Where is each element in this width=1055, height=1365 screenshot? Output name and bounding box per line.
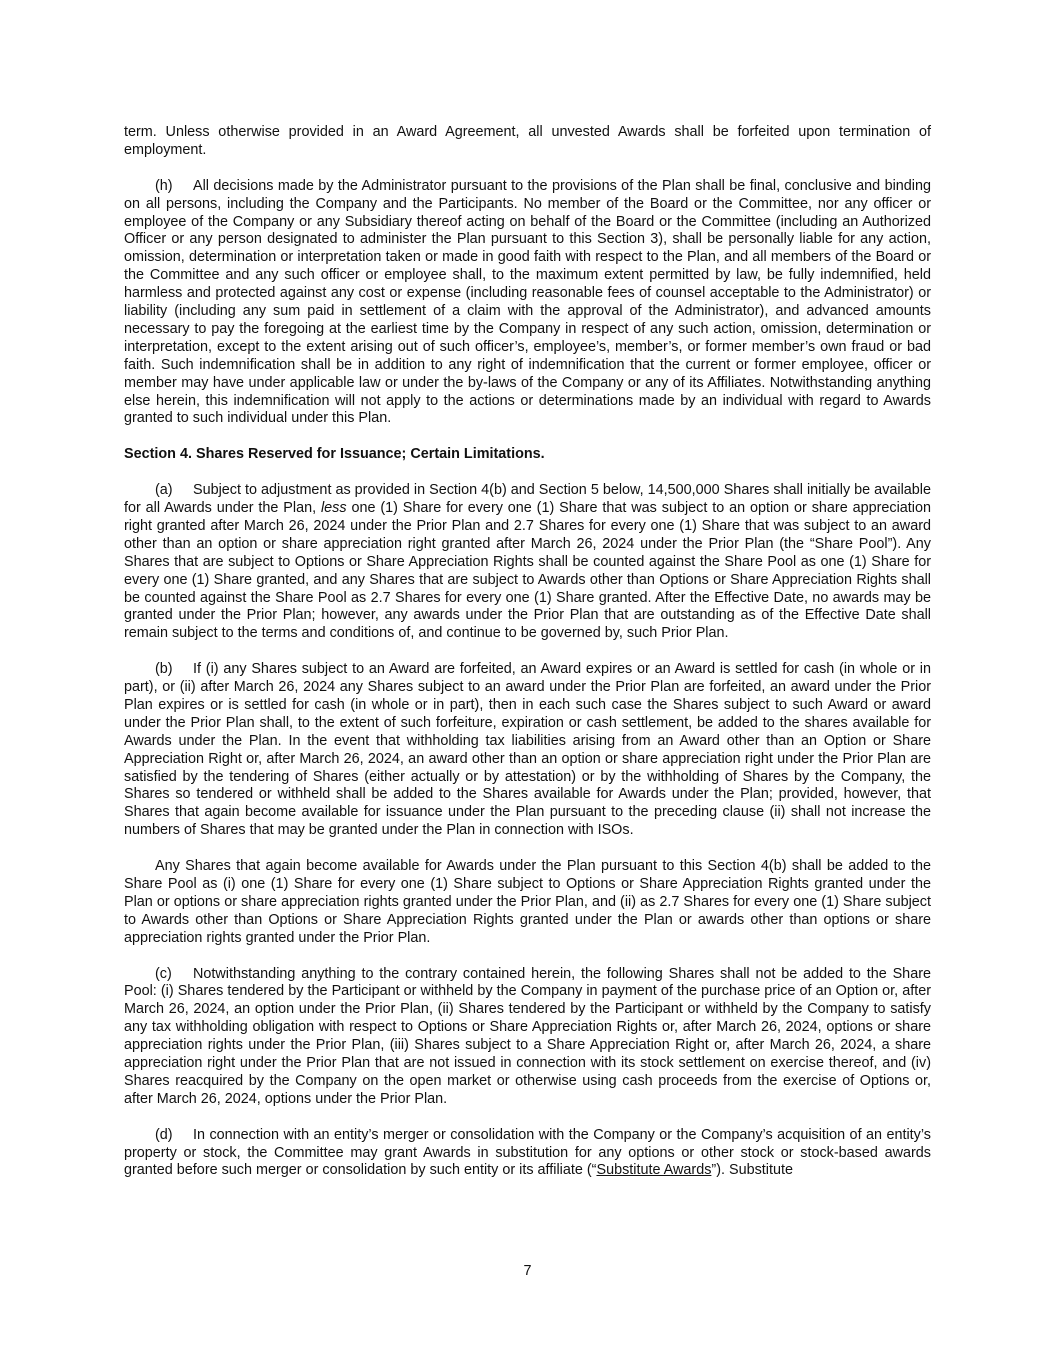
- paragraph-text: If (i) any Shares subject to an Award are forfeited, an Award expires or an Award is settled for cash (in whole or in part), or (ii) after March 26, 2024 any Shares subject to an award under the Prior Plan are forfeited, an award under the Prior Plan expires or is settled for cash (in whole or in part), then in each such case the Shares subject to such Award or award under the Prior Plan shall, to the extent of such forfeiture, expiration or cash settlement, be added to the shares available for Awards under the Plan. In the event that withholding tax liabilities arising from an Award other than an Option or Share Appreciation Right or, after March 26, 2024, an award other than an option or share appreciation right under the Prior Plan are satisfied by the tendering of Shares (either actually or by attestation) or by the withholding of Shares by the Company, the Shares so tendered or withheld shall be added to the Shares available for Awards under the Plan; provided, however, that Shares that again become available for issuance under the Plan pursuant to the preceding clause (ii) shall not increase the numbers of Shares that may be granted under the Plan in connection with ISOs.: [124, 661, 931, 839]
- page-number: 7: [523, 1263, 532, 1279]
- paragraph-4c: [124, 966, 931, 1109]
- paragraph-label: (d): [155, 1126, 173, 1143]
- document-page: [124, 124, 931, 1198]
- italic-term: less: [320, 499, 347, 516]
- paragraph-text: In connection with an entity’s merger or consolidation with the Company or the Company’s acquisition of an entity’s property or stock, the Committee may grant Awards in substitution for any options or other stock or stock-based awards granted before such merger or consolidation by such entity or its affiliate (“: [124, 1126, 931, 1179]
- paragraph-text: one (1) Share for every one (1) Share that was subject to an option or share appreciation right granted after March 26, 2024 under the Prior Plan and 2.7 Shares for every one (1) Share that was subject to an award other than an option or share appreciation right granted after March 26, 2024 under the Prior Plan (the “Share Pool”). Any Shares that are subject to Options or Share Appreciation Rights shall be counted against the Share Pool as one (1) Share for every one (1) Share granted, and any Shares that are subject to Awards other than Options or Share Appreciation Rights shall be counted against the Share Pool as 2.7 Shares for every one (1) Share granted. After the Effective Date, no awards may be granted under the Prior Plan; however, any awards under the Prior Plan that are outstanding as of the Effective Date shall remain subject to the terms and conditions of, and continue to be governed by, such Prior Plan.: [124, 499, 931, 642]
- paragraph-label: (h): [155, 177, 173, 194]
- continued-paragraph: term. Unless otherwise provided in an Award Agreement, all unvested Awards shall be forfeited upon termination of employment.: [124, 124, 931, 158]
- paragraph-3h: [124, 178, 931, 429]
- paragraph-text: Subject to adjustment as provided in Section 4(b) and Section 5 below, 14,500,000 Shares shall initially be available for all Awards under the Plan,: [124, 482, 931, 516]
- paragraph-4b: [124, 661, 931, 840]
- paragraph-4a: [124, 482, 931, 643]
- paragraph-label: (b): [155, 661, 173, 678]
- section-heading: Section 4. Shares Reserved for Issuance; Certain Limitations.: [124, 446, 545, 463]
- paragraph-label: (c): [155, 965, 172, 982]
- paragraph-4b-continued: Any Shares that again become available for Awards under the Plan pursuant to this Section 4(b) shall be added to the Share Pool as (i) one (1) Share for every one (1) Share subject to Options or Share Appreciation Rights granted under the Plan or options or share appreciation rights granted under the Prior Plan, and (ii) as 2.7 Shares for every one (1) Share subject to Awards other than Options or Share Appreciation Rights granted under the Plan or awards other than options or share appreciation rights granted under the Prior Plan.: [124, 858, 931, 946]
- paragraph-text: Notwithstanding anything to the contrary contained herein, the following Shares shall not be added to the Share Pool: (i) Shares tendered by the Participant or withheld by the Company in payment of the purchase price of an Option or, after March 26, 2024, an option under the Prior Plan, (ii) Shares tendered by the Participant or withheld by the Company to satisfy any tax withholding obligation with respect to Options or Share Appreciation Rights or, after March 26, 2024, options or share appreciation rights under the Prior Plan, (iii) Shares subject to a Share Appreciation Right or, after March 26, 2024, a share appreciation right under the Prior Plan that are not issued in connection with its stock settlement on exercise thereof, and (iv) Shares reacquired by the Company on the open market or otherwise using cash proceeds from the exercise of Options or, after March 26, 2024, options under the Prior Plan.: [124, 965, 931, 1107]
- paragraph-text: ”). Substitute: [711, 1162, 793, 1179]
- defined-term: Substitute Awards: [596, 1162, 712, 1179]
- paragraph-label: (a): [155, 482, 173, 499]
- paragraph-text: All decisions made by the Administrator pursuant to the provisions of the Plan shall be final, conclusive and binding on all persons, including the Company and the Participants. No member of the Board or the Committee, nor any officer or employee of the Company or any Subsidiary thereof acting on behalf of the Board or the Committee (including an Authorized Officer or any person designated to administer the Plan pursuant to this Section 3), shall be personally liable for any action, omission, determination or interpretation taken or made in good faith with respect to the Plan, and all members of the Board or the Committee and any such officer or employee shall, to the maximum extent permitted by law, be fully indemnified, held harmless and protected against any cost or expense (including reasonable fees of counsel acceptable to the Administrator) or liability (including any sum paid in settlement of a claim with the approval of the Administrator), and advanced amounts necessary to pay the foregoing at the earliest time by the Company in respect of any such action, omission, determination or interpretation, except to the extent arising out of such officer’s, employee’s, member’s, or former member’s own fraud or bad faith. Such indemnification shall be in addition to any right of indemnification that the current or former employee, officer or member may have under applicable law or under the by-laws of the Company or any of its Affiliates. Notwithstanding anything else herein, this indemnification will not apply to the actions or determinations made by an individual with regard to Awards granted to such individual under this Plan.: [124, 177, 931, 427]
- paragraph-4d: [124, 1127, 931, 1181]
